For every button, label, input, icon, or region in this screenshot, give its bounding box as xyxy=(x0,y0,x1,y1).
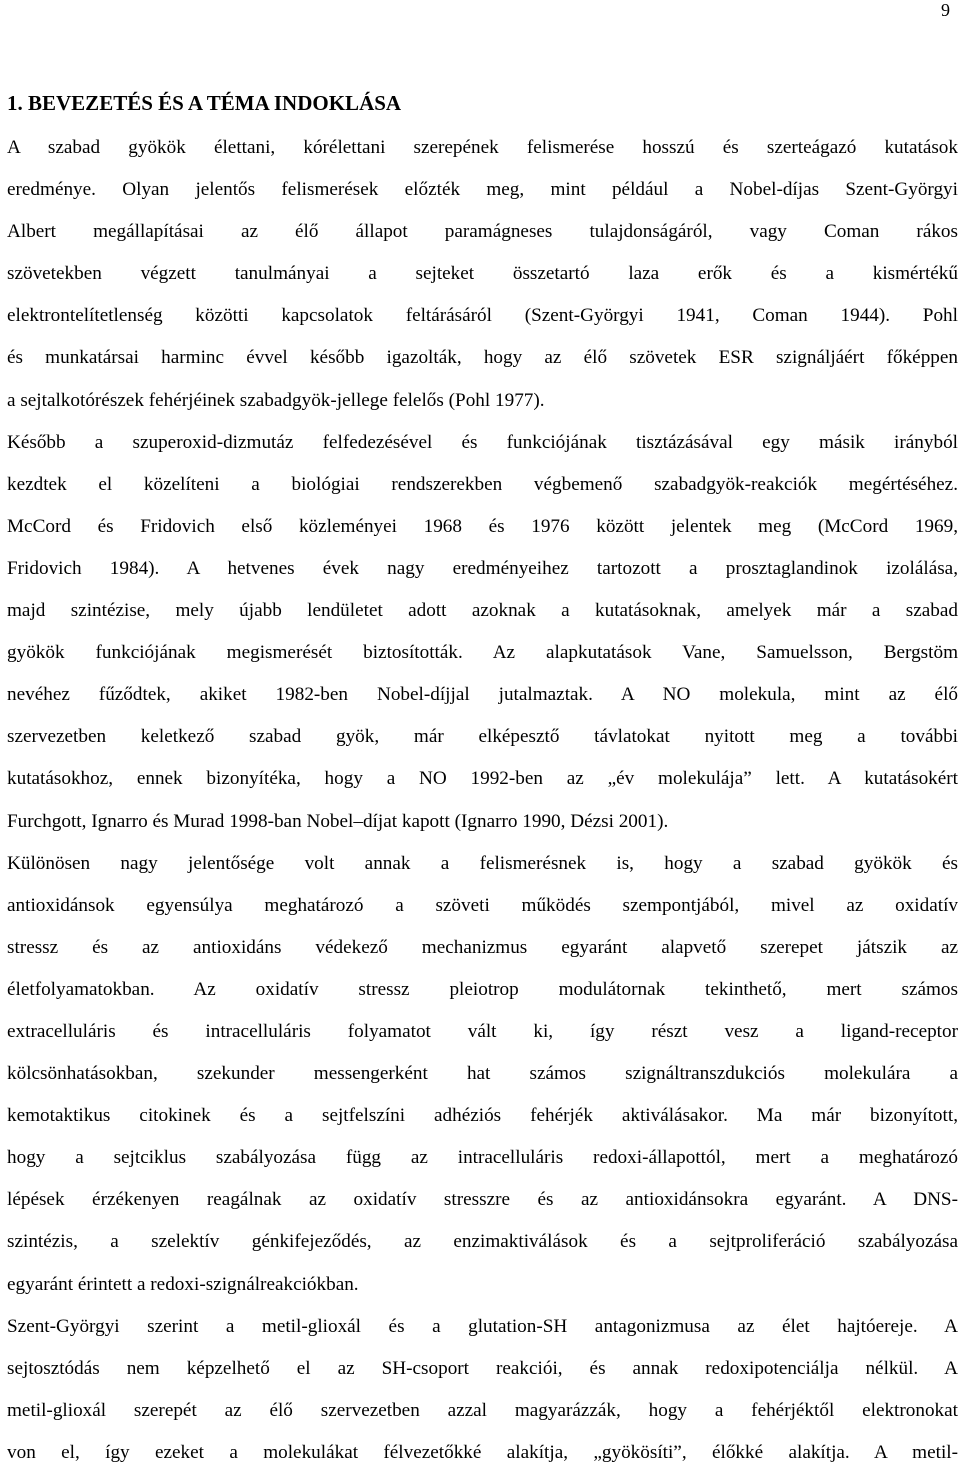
text-line: szövetekben végzett tanulmányai a sejteket összetartó laza erők és a kismértékű xyxy=(7,263,958,285)
text-line: Furchgott, Ignarro és Murad 1998-ban Nobel–díjat kapott (Ignarro 1990, Dézsi 2001). xyxy=(7,810,669,832)
text-line: majd szintézise, mely újabb lendületet adott azoknak a kutatásoknak, amelyek már a szabad xyxy=(7,600,958,622)
paragraph-intro xyxy=(7,127,958,843)
text-line: elektrontelítetlenség közötti kapcsolatok feltárásáról (Szent-Györgyi 1941, Coman 1944). Pohl xyxy=(7,305,958,327)
text-line: antioxidánsok egyensúlya meghatározó a szöveti működés szempontjából, mivel az oxidatív xyxy=(7,894,958,916)
text-line: A szabad gyökök élettani, kórélettani szerepének felismerése hosszú és szerteágazó kutatások xyxy=(7,137,958,158)
text-line: Fridovich 1984). A hetvenes évek nagy eredményeihez tartozott a prosztaglandinok izolálása, xyxy=(7,557,958,579)
text-line: kutatásokhoz, ennek bizonyítéka, hogy a NO 1992-ben az „év molekulája” lett. A kutatásokért xyxy=(7,768,958,790)
text-line: kezdtek el közelíteni a biológiai rendszerekben végbemenő szabadgyök-reakciók megértéséhez. xyxy=(7,473,958,495)
text-line: szervezetben keletkező szabad gyök, már elképesztő távlatokat nyitott meg a további xyxy=(7,726,958,748)
text-line: Később a szuperoxid-dizmutáz felfedezésével és funkciójának tisztázásával egy másik irányból xyxy=(7,431,958,453)
text-line: kölcsönhatásokban, szekunder messengerként hat számos szignáltranszdukciós molekulára a xyxy=(7,1063,958,1085)
text-line: sejtosztódás nem képzelhető el az SH-csoport reakciói, és annak redoxipotenciálja nélkül. A xyxy=(7,1357,958,1379)
text-line: nevéhez fűződtek, akiket 1982-ben Nobel-díjjal jutalmaztak. A NO molekula, mint az élő xyxy=(7,684,958,706)
text-line: és munkatársai harminc évvel később igazolták, hogy az élő szövetek ESR szignáljáért főképpen xyxy=(7,347,958,369)
text-line: egyaránt érintett a redoxi-szignálreakciókban. xyxy=(7,1273,359,1295)
text-line: hogy a sejtciklus szabályozása függ az intracelluláris redoxi-állapottól, mert a meghatározó xyxy=(7,1147,958,1169)
text-line: von el, így ezeket a molekulákat félvezetőkké alakítja, „gyökösíti”, élőkké alakítja. A metil- xyxy=(7,1441,958,1463)
text-line: szintézis, a szelektív génkifejeződés, az enzimaktiválások és a sejtproliferáció szabályozása xyxy=(7,1231,958,1253)
text-line: stressz és az antioxidáns védekező mechanizmus egyaránt alapvető szerepet játszik az xyxy=(7,936,958,958)
body-text xyxy=(7,127,958,1474)
text-line: McCord és Fridovich első közleményei 1968 és 1976 között jelentek meg (McCord 1969, xyxy=(7,515,958,537)
text-line: metil-glioxál szerepét az élő szervezetben azzal magyarázzák, hogy a fehérjéktől elektronokat xyxy=(7,1399,958,1421)
text-line: lépések érzékenyen reagálnak az oxidatív stresszre és az antioxidánsokra egyaránt. A DNS- xyxy=(7,1189,958,1211)
text-line: Különösen nagy jelentősége volt annak a felismerésnek is, hogy a szabad gyökök és xyxy=(7,852,958,874)
text-line: gyökök funkciójának megismerését biztosították. Az alapkutatások Vane, Samuelsson, Bergstöm xyxy=(7,642,958,664)
text-line: a sejtalkotórészek fehérjéinek szabadgyök-jellege felelős (Pohl 1977). xyxy=(7,389,545,411)
text-line: extracelluláris és intracelluláris folyamatot vált ki, így részt vesz a ligand-receptor xyxy=(7,1020,958,1042)
page-number: 9 xyxy=(941,0,950,20)
text-line: életfolyamatokban. Az oxidatív stressz pleiotrop modulátornak tekinthető, mert számos xyxy=(7,978,958,1000)
text-line: eredménye. Olyan jelentős felismerések előzték meg, mint például a Nobel-díjas Szent-Györgyi xyxy=(7,179,958,201)
text-line: Albert megállapításai az élő állapot paramágneses tulajdonságáról, vagy Coman rákos xyxy=(7,221,958,243)
section-heading: 1. BEVEZETÉS ÉS A TÉMA INDOKLÁSA xyxy=(7,91,402,115)
paragraph-methylglyoxal xyxy=(7,1306,958,1474)
text-line: Szent-Györgyi szerint a metil-glioxál és a glutation-SH antagonizmusa az élet hajtóereje. A xyxy=(7,1315,958,1337)
text-line: kemotaktikus citokinek és a sejtfelszíni adhéziós fehérjék aktiválásakor. Ma már bizonyított, xyxy=(7,1105,958,1127)
paragraph-oxidative-stress xyxy=(7,843,958,1306)
